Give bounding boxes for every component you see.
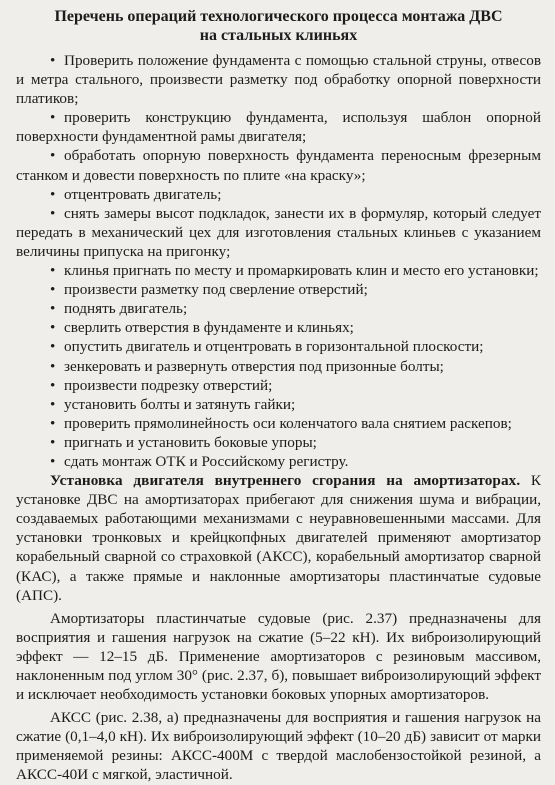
bullet-icon: • bbox=[50, 452, 56, 470]
list-item: • пригнать и установить боковые упоры; bbox=[50, 433, 317, 451]
list-item: • проверить конструкцию фундамента, используя шаблон опорной поверхности фундаментной рамы двигателя; bbox=[16, 109, 541, 146]
bullet-icon: • bbox=[50, 262, 56, 280]
bullet-icon: • bbox=[50, 395, 56, 413]
bullet-icon: • bbox=[50, 147, 56, 165]
bullet-icon: • bbox=[50, 414, 56, 432]
list-item: • зенкеровать и развернуть отверстия под призонные болты; bbox=[50, 357, 444, 375]
title-line-1: Перечень операций технологического процесса монтажа ДВС bbox=[54, 8, 503, 25]
list-item: • отцентровать двигатель; bbox=[50, 185, 222, 203]
operations-list bbox=[16, 51, 541, 471]
section-paragraph-2: Амортизаторы пластинчатые судовые (рис. 2.37) предназначены для восприятия и гашения нагрузок на сжатие (5–22 кН). Их виброизолирующий эффект — 12–15 дБ. Применение амортизаторов с резиновым массивом, наклоненным под углом 30° (рис. 2.37, б), повышает виброизолирующий эффект и исключает необходимость установки боковых упорных амортизаторов. bbox=[16, 609, 541, 704]
list-item: • поднять двигатель; bbox=[50, 300, 188, 318]
bullet-icon: • bbox=[50, 281, 56, 299]
list-item: • произвести подрезку отверстий; bbox=[50, 376, 273, 394]
list-item: • обработать опорную поверхность фундамента переносным фрезерным станком и довести поверхность по плите «на краску»; bbox=[16, 147, 541, 184]
bullet-icon: • bbox=[50, 52, 56, 69]
bullet-icon: • bbox=[50, 109, 56, 127]
list-item: • снять замеры высот подкладок, занести их в формуляр, который следует передать в механический цех для изготовления стальных клиньев с указанием величины припуска на пригонку; bbox=[16, 204, 541, 260]
bullet-icon: • bbox=[50, 338, 56, 356]
title-line-2: на стальных клиньях bbox=[199, 27, 358, 44]
bullet-icon: • bbox=[50, 376, 56, 394]
list-item: • сверлить отверстия в фундаменте и клиньях; bbox=[50, 319, 354, 337]
paragraph-text: К установке ДВС на амортизаторах прибегают для снижения шума и вибрации, создаваемых работающими механизмами с неуравновешенными массами. Для установки тронковых и крейцкопфных двигателей применяют амортизатор корабельный сварной со страховкой (АКСС), корабельный амортизатор сварной (КАС), а также прямые и наклонные амортизаторы пластинчатые судовые (АПС). bbox=[16, 472, 541, 604]
section-heading: Установка двигателя внутреннего сгорания на амортизаторах. bbox=[50, 472, 521, 490]
bullet-icon: • bbox=[50, 204, 56, 222]
page-title bbox=[16, 7, 541, 45]
list-item: • клинья пригнать по месту и промаркировать клин и место его установки; bbox=[50, 262, 539, 280]
list-item: • проверить прямолинейность оси коленчатого вала снятием раскепов; bbox=[50, 414, 512, 432]
bullet-icon: • bbox=[50, 357, 56, 375]
section-paragraph-3: АКСС (рис. 2.38, а) предназначены для восприятия и гашения нагрузок на сжатие (0,1–4,0 кН). Их виброизолирующий эффект (10–20 дБ) зависит от марки применяемой резины: АКСС-400М с твердой маслобензостойкой резиной, а АКСС-40И с мягкой, эластичной. bbox=[16, 709, 541, 784]
list-item: • опустить двигатель и отцентровать в горизонтальной плоскости; bbox=[50, 338, 484, 356]
bullet-icon: • bbox=[50, 433, 56, 451]
list-item: • Проверить положение фундамента с помощью стальной струны, отвесов и метра стального, произвести разметку под обработку опорной поверхности платиков; bbox=[16, 52, 541, 108]
list-item: • установить болты и затянуть гайки; bbox=[50, 395, 296, 413]
list-item: • сдать монтаж ОТК и Российскому регистру. bbox=[50, 452, 349, 470]
section-paragraph-1 bbox=[16, 471, 541, 605]
list-item: • произвести разметку под сверление отверстий; bbox=[50, 281, 368, 299]
bullet-icon: • bbox=[50, 185, 56, 203]
bullet-icon: • bbox=[50, 300, 56, 318]
bullet-icon: • bbox=[50, 319, 56, 337]
